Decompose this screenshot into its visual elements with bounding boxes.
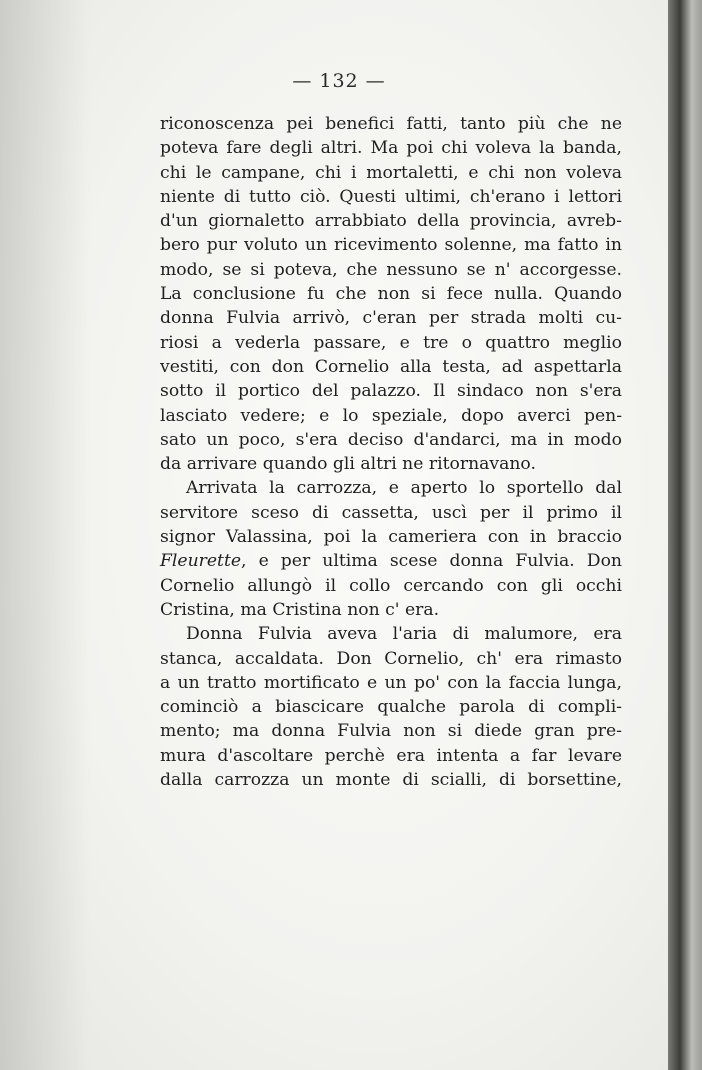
text-line: stanca, accaldata. Don Cornelio, ch' era rimasto	[160, 648, 622, 669]
text-line: vestiti, con don Cornelio alla testa, ad aspettarla	[160, 356, 622, 377]
page-number: — 132 —	[292, 70, 386, 92]
text-line: riosi a vederla passare, e tre o quattro meglio	[160, 332, 622, 353]
text-line: cominciò a biascicare qualche parola di compli-	[160, 697, 622, 718]
text-line: donna Fulvia arrivò, c'eran per strada molti cu-	[160, 308, 622, 329]
text-line: niente di tutto ciò. Questi ultimi, ch'erano i lettori	[160, 186, 622, 207]
text-line: a un tratto mortificato e un po' con la faccia lunga,	[160, 672, 622, 693]
text-line: mura d'ascoltare perchè era intenta a far levare	[160, 745, 622, 766]
text-line: d'un giornaletto arrabbiato della provincia, avreb-	[160, 211, 622, 232]
text-line: signor Valassina, poi la cameriera con in braccio	[160, 527, 622, 548]
page-shadow	[0, 0, 90, 1070]
text-line: sato un poco, s'era deciso d'andarci, ma in modo	[160, 429, 622, 450]
text-line: Cristina, ma Cristina non c' era.	[160, 599, 440, 620]
text-line: da arrivare quando gli altri ne ritornavano.	[160, 454, 536, 475]
text-line: modo, se si poteva, che nessuno se n' accorgesse.	[160, 259, 622, 280]
text-line: servitore sceso di cassetta, uscì per il primo il	[160, 502, 622, 523]
text-line: poteva fare degli altri. Ma poi chi voleva la banda,	[160, 138, 622, 159]
text-line: bero pur voluto un ricevimento solenne, ma fatto in	[160, 235, 622, 256]
text-line: Cornelio allungò il collo cercando con gli occhi	[160, 575, 622, 596]
body-text	[160, 112, 622, 792]
text-line: chi le campane, chi i mortaletti, e chi non voleva	[160, 162, 622, 183]
text-line: sotto il portico del palazzo. Il sindaco non s'era	[160, 381, 622, 402]
text-line: dalla carrozza un monte di scialli, di borsettine,	[160, 770, 622, 791]
text-line: riconoscenza pei benefici fatti, tanto più che ne	[160, 114, 622, 134]
text-line: La conclusione fu che non si fece nulla. Quando	[160, 284, 622, 305]
text-line: Donna Fulvia aveva l'aria di malumore, era	[186, 624, 622, 645]
text-line: Arrivata la carrozza, e aperto lo sportello dal	[186, 478, 622, 499]
text-line: mento; ma donna Fulvia non si diede gran pre-	[160, 721, 622, 742]
book-spine-edge	[668, 0, 702, 1070]
text-line: lasciato vedere; e lo speziale, dopo averci pen-	[160, 405, 622, 426]
text-line: Fleurette, e per ultima scese donna Fulvia. Don	[160, 551, 622, 572]
